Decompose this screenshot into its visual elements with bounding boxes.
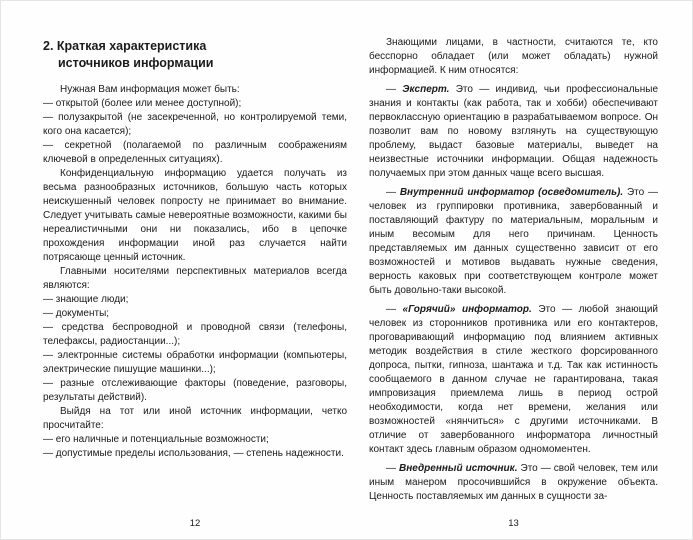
informant-term: Эксперт. bbox=[402, 84, 450, 95]
list-item: — разные отслеживающие факторы (поведение, разговоры, результаты действий). bbox=[43, 378, 347, 403]
list-item: — полузакрытой (не засекреченной, но контролируемой теми, кого она касается); bbox=[43, 112, 347, 137]
list-item: — документы; bbox=[43, 308, 110, 319]
dash: — bbox=[386, 304, 403, 315]
informant-entry bbox=[369, 303, 658, 457]
paragraph-intro: Знающими лицами, в частности, считаются те, кто бесспорно обладает (или может обладать) нужной информацией. К ним относятся: bbox=[369, 37, 658, 76]
left-page bbox=[43, 36, 347, 461]
page-number-left: 12 bbox=[189, 518, 201, 529]
informant-entry bbox=[369, 83, 658, 181]
list-item: — его наличные и потенциальные возможности; bbox=[43, 434, 269, 445]
informant-text: Это — свой человек, тем или иным манером просочившийся в окружение объекта. Ценность поставляемых им данных в сущности за- bbox=[369, 463, 659, 502]
informant-text: Это — индивид, чьи профессиональные знания и контакты (как работа, так и хобби) обеспечивают первоклассную ориентацию в разрабатываемом вопросе. Он позволит вам по новому взглянуть на существующую проблему, выдаст базовые материалы, выведет на неизвестные источники информации. Общая надежность получаемых при этом данных чаще всего высшая. bbox=[369, 84, 659, 179]
chapter-heading-line2: источников информации bbox=[58, 56, 214, 70]
informant-term: «Горячий» информатор. bbox=[402, 304, 532, 315]
list-item: — средства беспроводной и проводной связи (телефоны, телефаксы, радиостанции...); bbox=[43, 322, 347, 347]
paragraph: Конфиденциальную информацию удается получать из весьма разнообразных источников, большую часть которых неискушенный человек попросту не принимает во внимание. Следует учитывать самые невероятные возможности, какими бы нереалистичными они ни показались, ибо в цепочке прохождения информации иной раз случается найти потрясающе ценный источник. bbox=[43, 168, 347, 263]
right-page bbox=[369, 36, 658, 504]
dash: — bbox=[386, 84, 403, 95]
informant-entry bbox=[369, 462, 658, 504]
dash: — bbox=[386, 463, 400, 474]
list-item: — допустимые пределы использования, — степень надежности. bbox=[43, 448, 344, 459]
dash: — bbox=[386, 187, 400, 198]
chapter-heading bbox=[43, 38, 347, 72]
informant-entry bbox=[369, 186, 658, 298]
informant-term: Внутренний информатор (осведомитель). bbox=[399, 187, 624, 198]
paragraph: Выйдя на тот или иной источник информации, четко просчитайте: bbox=[43, 406, 347, 431]
informant-text: Это — человек из группировки противника, завербованный и поставляющий фактуру по материальным, моральным и иным весомым для него причинам. Ценность представляемых им данных существенно зависит от его возможностей и мотивов выдавать нужные сведения, верность каковых при соответствующем контроле может быть довольно-таки высокой. bbox=[369, 187, 658, 296]
paragraph-intro: Нужная Вам информация может быть: bbox=[60, 84, 240, 95]
chapter-heading-line1: 2. Краткая характеристика bbox=[43, 39, 207, 53]
paragraph: Главными носителями перспективных материалов всегда являются: bbox=[43, 266, 347, 291]
list-item: — открытой (более или менее доступной); bbox=[43, 98, 242, 109]
list-item: — электронные системы обработки информации (компьютеры, электрические пишущие машинки...); bbox=[43, 350, 347, 375]
informant-text: Это — любой знающий человек из сторонников противника или его контактеров, проговаривающий информацию под влиянием активных методик воздействия в стиле жесткого форсированного допроса, пытки, гипноза, шантажа и т.д. Так как истинность сообщаемого в данном случае не гарантирована, такая импровизация приемлема лишь в период острой необходимости, когда нет времени, желания или возможностей «нянчиться» с другими источниками. В отличие от завербованного информатора личностный контакт здесь главным образом одномоментен. bbox=[369, 304, 658, 455]
list-item: — секретной (полагаемой по различным соображениям ключевой в определенных ситуациях). bbox=[43, 140, 347, 165]
page-number-right: 13 bbox=[508, 518, 519, 529]
list-item: — знающие люди; bbox=[43, 294, 129, 305]
informant-term: Внедренный источник. bbox=[399, 463, 518, 474]
